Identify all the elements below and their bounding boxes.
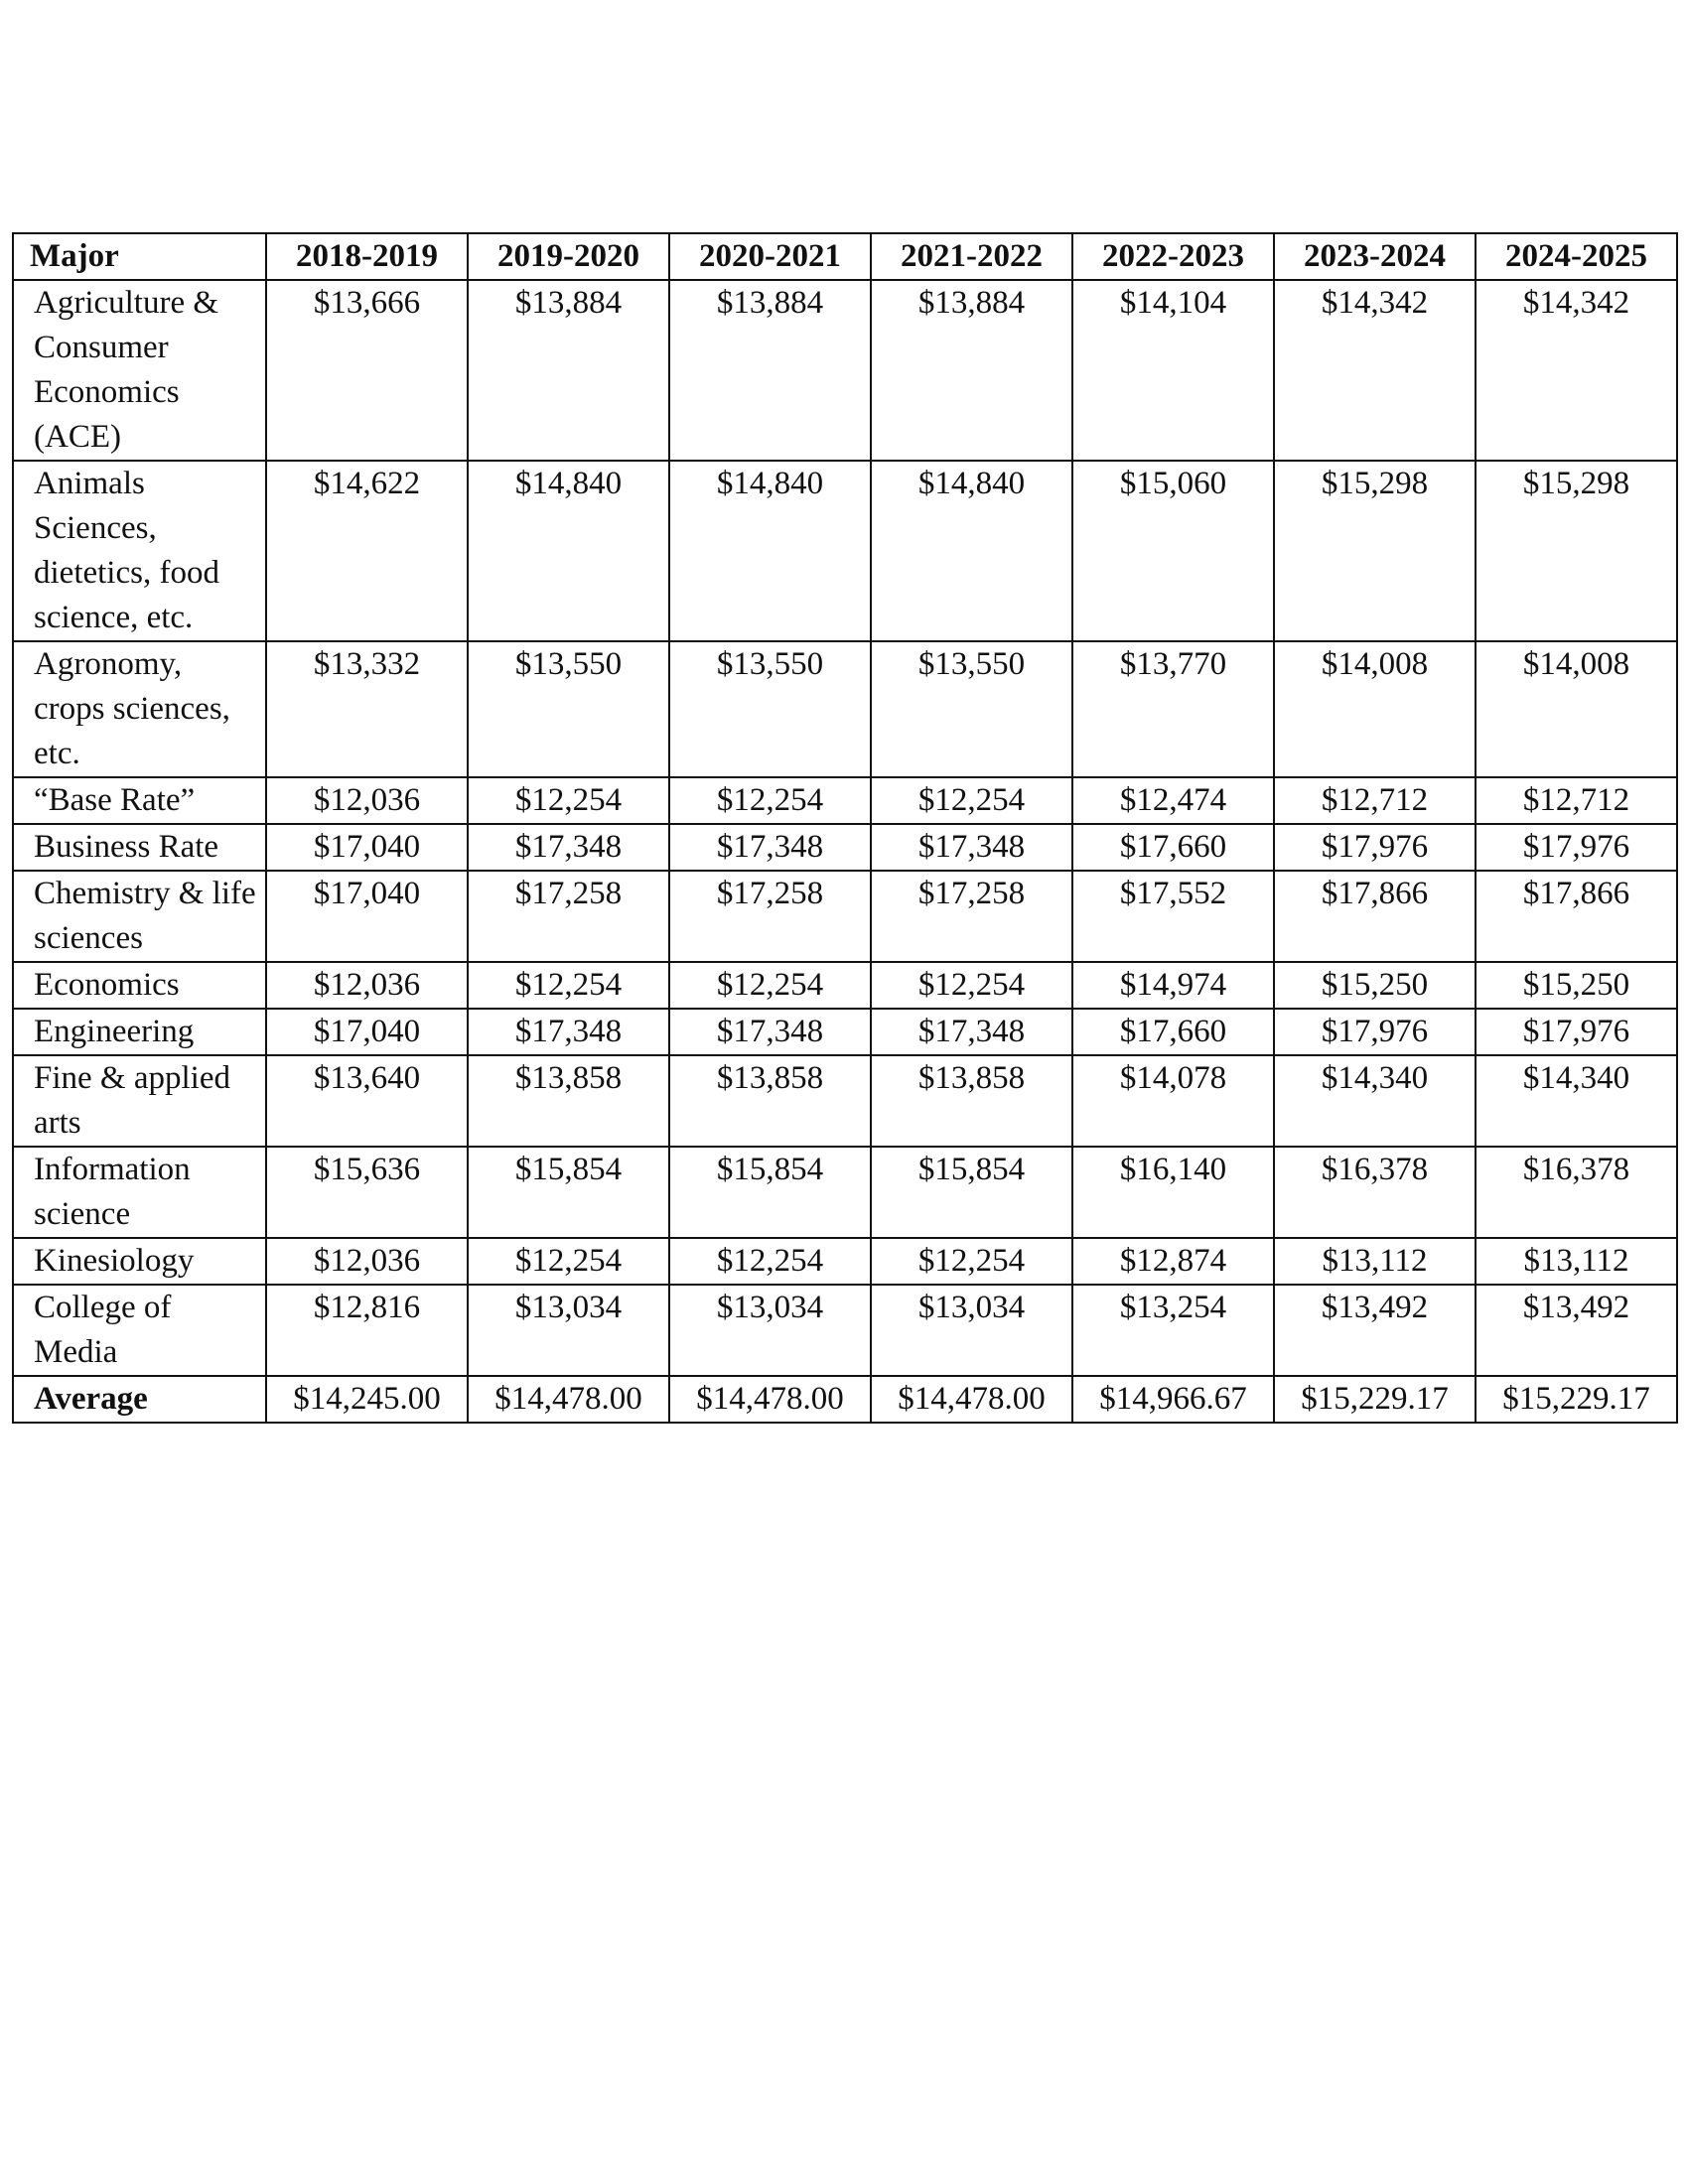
- rate-cell: $17,866: [1274, 871, 1476, 962]
- rate-cell: $13,112: [1476, 1238, 1677, 1285]
- rate-cell: $12,474: [1072, 777, 1274, 824]
- major-name: Animals Sciences, dietetics, food science, etc.: [13, 461, 266, 641]
- table-row: [13, 461, 1677, 641]
- average-value: $14,478.00: [468, 1376, 669, 1423]
- major-name: Kinesiology: [13, 1238, 266, 1285]
- rate-cell: $17,866: [1476, 871, 1677, 962]
- rate-cell: $13,034: [871, 1285, 1072, 1376]
- rate-cell: $14,974: [1072, 962, 1274, 1009]
- average-value: $14,478.00: [669, 1376, 871, 1423]
- rate-cell: $13,770: [1072, 641, 1274, 777]
- rate-cell: $17,552: [1072, 871, 1274, 962]
- rate-cell: $13,640: [266, 1055, 468, 1147]
- average-value: $14,245.00: [266, 1376, 468, 1423]
- rate-cell: $15,060: [1072, 461, 1274, 641]
- rate-cell: $14,342: [1274, 280, 1476, 461]
- rate-cell: $13,884: [871, 280, 1072, 461]
- rate-cell: $12,254: [468, 1238, 669, 1285]
- rate-cell: $15,854: [468, 1147, 669, 1238]
- rate-cell: $13,858: [871, 1055, 1072, 1147]
- table-row: [13, 871, 1677, 962]
- header-year: 2019-2020: [468, 233, 669, 280]
- rate-cell: $12,712: [1476, 777, 1677, 824]
- major-name: Economics: [13, 962, 266, 1009]
- rate-cell: $17,348: [871, 1009, 1072, 1055]
- header-major: Major: [13, 233, 266, 280]
- rate-cell: $13,884: [468, 280, 669, 461]
- rate-cell: $14,008: [1274, 641, 1476, 777]
- rate-cell: $17,976: [1274, 824, 1476, 871]
- rate-cell: $13,858: [669, 1055, 871, 1147]
- rate-cell: $15,250: [1274, 962, 1476, 1009]
- rate-cell: $17,348: [871, 824, 1072, 871]
- rate-cell: $14,008: [1476, 641, 1677, 777]
- rate-cell: $17,976: [1274, 1009, 1476, 1055]
- major-name: Business Rate: [13, 824, 266, 871]
- rate-cell: $13,884: [669, 280, 871, 461]
- rate-cell: $12,254: [669, 777, 871, 824]
- major-name: “Base Rate”: [13, 777, 266, 824]
- header-year: 2024-2025: [1476, 233, 1677, 280]
- table-row: [13, 1285, 1677, 1376]
- rate-cell: $14,340: [1476, 1055, 1677, 1147]
- rate-cell: $13,332: [266, 641, 468, 777]
- rate-cell: $14,840: [669, 461, 871, 641]
- rate-cell: $12,036: [266, 1238, 468, 1285]
- rate-cell: $12,036: [266, 962, 468, 1009]
- rate-cell: $17,258: [669, 871, 871, 962]
- rate-cell: $12,254: [468, 777, 669, 824]
- tuition-rates-table: [12, 232, 1678, 1424]
- rate-cell: $16,378: [1274, 1147, 1476, 1238]
- rate-cell: $17,258: [871, 871, 1072, 962]
- rate-cell: $17,660: [1072, 1009, 1274, 1055]
- table-row: [13, 280, 1677, 461]
- rate-cell: $17,976: [1476, 1009, 1677, 1055]
- major-name: Agriculture & Consumer Economics (ACE): [13, 280, 266, 461]
- major-name: Chemistry & life sciences: [13, 871, 266, 962]
- rate-cell: $12,254: [468, 962, 669, 1009]
- rate-cell: $13,492: [1476, 1285, 1677, 1376]
- rate-cell: $13,034: [669, 1285, 871, 1376]
- major-name: College of Media: [13, 1285, 266, 1376]
- rate-cell: $17,348: [468, 824, 669, 871]
- rate-cell: $15,636: [266, 1147, 468, 1238]
- rate-cell: $17,258: [468, 871, 669, 962]
- rate-cell: $14,840: [468, 461, 669, 641]
- rate-cell: $12,254: [871, 962, 1072, 1009]
- rate-cell: $13,858: [468, 1055, 669, 1147]
- average-value: $15,229.17: [1476, 1376, 1677, 1423]
- header-year: 2018-2019: [266, 233, 468, 280]
- rate-cell: $13,112: [1274, 1238, 1476, 1285]
- table-row: [13, 1055, 1677, 1147]
- rate-cell: $12,254: [871, 1238, 1072, 1285]
- table-row: [13, 824, 1677, 871]
- header-year: 2023-2024: [1274, 233, 1476, 280]
- rate-cell: $17,348: [468, 1009, 669, 1055]
- rate-cell: $16,378: [1476, 1147, 1677, 1238]
- rate-cell: $17,040: [266, 1009, 468, 1055]
- rate-cell: $13,550: [871, 641, 1072, 777]
- header-year: 2021-2022: [871, 233, 1072, 280]
- major-name: Information science: [13, 1147, 266, 1238]
- table-row: [13, 1009, 1677, 1055]
- rate-cell: $17,040: [266, 871, 468, 962]
- rate-cell: $12,254: [669, 962, 871, 1009]
- average-row: [13, 1376, 1677, 1423]
- rate-cell: $12,712: [1274, 777, 1476, 824]
- rate-cell: $12,254: [669, 1238, 871, 1285]
- rate-cell: $13,254: [1072, 1285, 1274, 1376]
- rate-cell: $14,104: [1072, 280, 1274, 461]
- rate-cell: $13,034: [468, 1285, 669, 1376]
- table-row: [13, 641, 1677, 777]
- rate-cell: $14,078: [1072, 1055, 1274, 1147]
- rate-cell: $13,492: [1274, 1285, 1476, 1376]
- major-name: Fine & applied arts: [13, 1055, 266, 1147]
- rate-cell: $15,298: [1274, 461, 1476, 641]
- rate-cell: $12,036: [266, 777, 468, 824]
- table-body: [13, 280, 1677, 1376]
- header-year: 2020-2021: [669, 233, 871, 280]
- rate-cell: $13,666: [266, 280, 468, 461]
- header-year: 2022-2023: [1072, 233, 1274, 280]
- rate-cell: $14,840: [871, 461, 1072, 641]
- table-header-row: [13, 233, 1677, 280]
- average-value: $15,229.17: [1274, 1376, 1476, 1423]
- rate-cell: $14,622: [266, 461, 468, 641]
- rate-cell: $15,854: [871, 1147, 1072, 1238]
- table-row: [13, 1238, 1677, 1285]
- average-label: Average: [13, 1376, 266, 1423]
- major-name: Engineering: [13, 1009, 266, 1055]
- rate-cell: $15,854: [669, 1147, 871, 1238]
- table-row: [13, 962, 1677, 1009]
- rate-cell: $17,040: [266, 824, 468, 871]
- rate-cell: $14,342: [1476, 280, 1677, 461]
- rate-cell: $15,250: [1476, 962, 1677, 1009]
- rate-cell: $17,660: [1072, 824, 1274, 871]
- rate-cell: $13,550: [669, 641, 871, 777]
- average-value: $14,966.67: [1072, 1376, 1274, 1423]
- rate-cell: $17,976: [1476, 824, 1677, 871]
- rate-cell: $16,140: [1072, 1147, 1274, 1238]
- major-name: Agronomy, crops sciences, etc.: [13, 641, 266, 777]
- average-value: $14,478.00: [871, 1376, 1072, 1423]
- rate-cell: $12,874: [1072, 1238, 1274, 1285]
- rate-cell: $17,348: [669, 824, 871, 871]
- rate-cell: $15,298: [1476, 461, 1677, 641]
- table-row: [13, 1147, 1677, 1238]
- table-row: [13, 777, 1677, 824]
- rate-cell: $12,816: [266, 1285, 468, 1376]
- rate-cell: $17,348: [669, 1009, 871, 1055]
- rate-cell: $14,340: [1274, 1055, 1476, 1147]
- rate-cell: $12,254: [871, 777, 1072, 824]
- rate-cell: $13,550: [468, 641, 669, 777]
